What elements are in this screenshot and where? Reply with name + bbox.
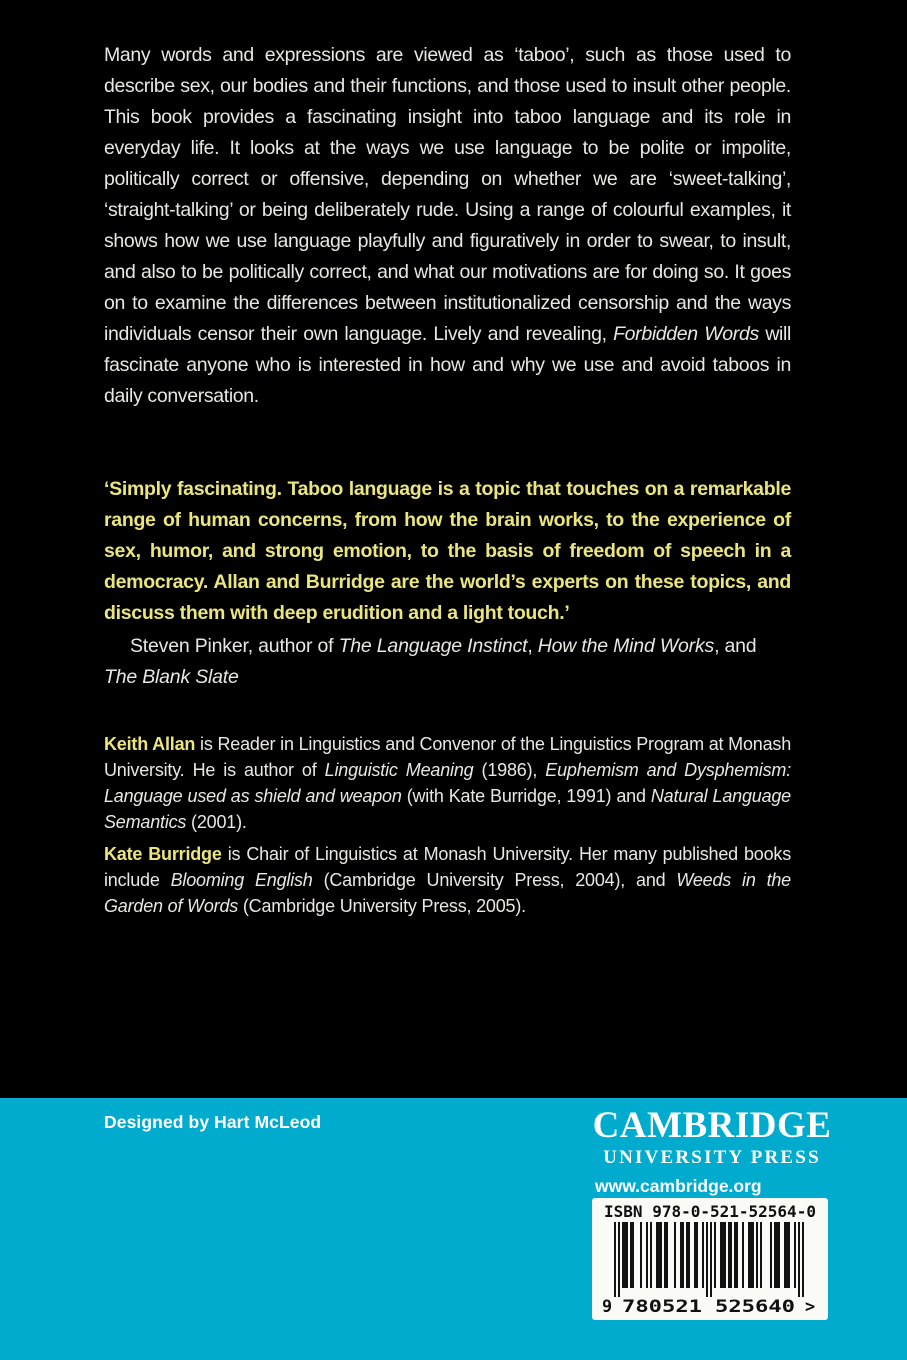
ean-barcode-icon xyxy=(602,1222,818,1314)
barcode-bars xyxy=(614,1222,804,1297)
barcode-suffix: > xyxy=(805,1296,816,1314)
publisher-subtitle: UNIVERSITY PRESS xyxy=(603,1147,821,1168)
barcode-digit-left: 9 xyxy=(602,1296,613,1314)
author-bio-keith-allan: Keith Allan is Reader in Linguistics and Convenor of the Linguistics Program at Monash University. He is author of Linguistic Meaning (1986), Euphemism and Dysphemism: Language used as shield and weapon (with Kate Burridge, 1991) and Natural Language Semantics (2001). xyxy=(104,734,791,832)
cover-text-column xyxy=(104,0,791,925)
isbn-number: ISBN 978-0-521-52564-0 xyxy=(604,1202,816,1221)
book-blurb: Many words and expressions are viewed as ‘taboo’, such as those used to describe sex, our bodies and their functions, and those used to insult other people. This book provides a fascinating insight into taboo language and its role in everyday life. It looks at the ways we use language to be polite or impolite, politically correct or offensive, depending on whether we are ‘sweet-talking’, ‘straight-talking’ or being deliberately rude. Using a range of colourful examples, it shows how we use language playfully and figuratively in order to swear, to insult, and also to be politically correct, and what our motivations are for doing so. It goes on to examine the differences between institutionalized censorship and the ways individuals censor their own language. Lively and revealing, Forbidden Words will fascinate anyone who is interested in how and why we use and avoid taboos in daily conversation. xyxy=(104,44,791,407)
barcode-digits-group1: 780521 xyxy=(622,1296,702,1314)
author-bios xyxy=(104,731,791,919)
review-attribution: Steven Pinker, author of The Language Instinct, How the Mind Works, and The Blank Slate xyxy=(104,635,757,688)
review-quote: ‘Simply fascinating. Taboo language is a topic that touches on a remarkable range of human concerns, from how the brain works, to the experience of sex, humor, and strong emotion, to the basis of freedom of speech in a democracy. Allan and Burridge are the world’s experts on these topics, and discuss them with deep erudition and a light touch.’ xyxy=(104,478,791,624)
isbn-panel xyxy=(592,1198,828,1320)
publisher-website: www.cambridge.org xyxy=(595,1176,762,1196)
publisher-logo xyxy=(591,1106,833,1197)
barcode-digits-group2: 525640 xyxy=(715,1296,795,1314)
author-bio-kate-burridge: Kate Burridge is Chair of Linguistics at Monash University. Her many published books include Blooming English (Cambridge University Press, 2004), and Weeds in the Garden of Words (Cambridge University Press, 2005). xyxy=(104,844,792,916)
designer-credit: Designed by Hart McLeod xyxy=(104,1112,322,1132)
publisher-wordmark: CAMBRIDGE xyxy=(592,1105,832,1146)
footer-band xyxy=(0,1098,907,1360)
